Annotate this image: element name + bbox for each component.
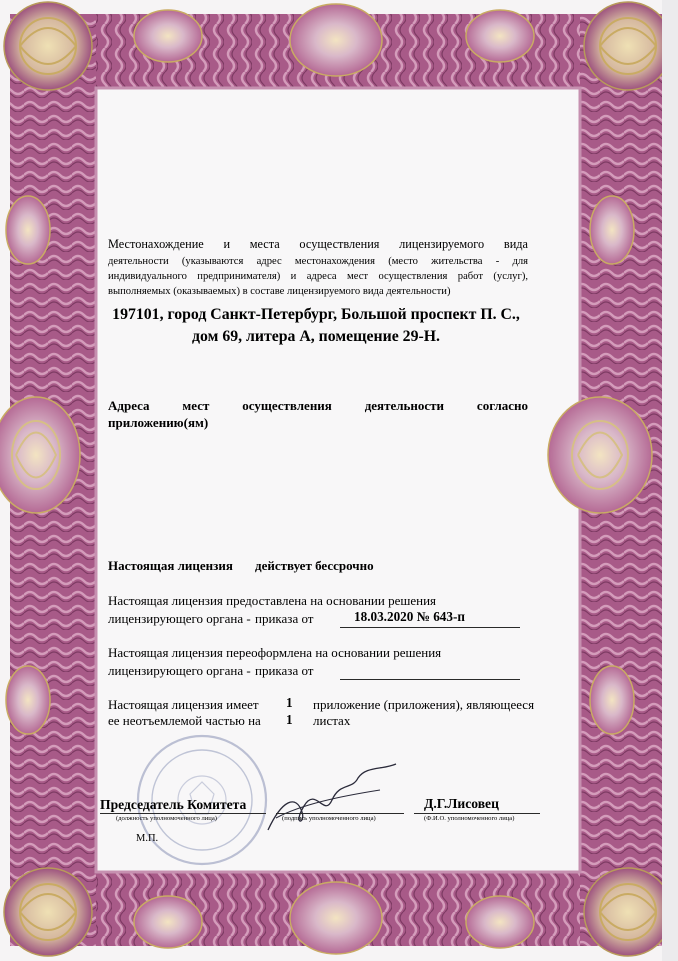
appendix-line: ее неотъемлемой частью на	[108, 713, 261, 728]
appendix-line: Настоящая лицензия имеет	[108, 697, 259, 712]
granted-line: Настоящая лицензия предоставлена на основании решения	[108, 593, 437, 608]
reissued-line: лицензирующего органа -	[108, 663, 251, 678]
signatory-position: Председатель Комитета	[100, 797, 247, 812]
location-heading-line: выполняемых (оказываемых) в составе лицензируемого вида деятельности)	[108, 286, 451, 297]
granted-order-value: 18.03.2020 № 643-п	[354, 609, 465, 624]
appendix-count: 1	[286, 695, 293, 710]
validity-label: Настоящая лицензия	[108, 558, 233, 573]
caption-signature: (подпись уполномоченного лица)	[282, 815, 376, 822]
location-heading-line: индивидуального предпринимателя) и адреса мест осуществления работ (услуг),	[108, 271, 528, 282]
granted-line: лицензирующего органа -	[108, 611, 251, 626]
signatory-name: Д.Г.Лисовец	[424, 796, 499, 811]
signature-underline	[276, 813, 404, 814]
handwritten-signature	[262, 760, 402, 840]
position-underline	[100, 813, 266, 814]
caption-name: (Ф.И.О. уполномоченного лица)	[424, 815, 515, 822]
name-underline	[414, 813, 540, 814]
reissued-underline	[340, 679, 520, 680]
seal-label: М.П.	[136, 833, 159, 844]
address-line: дом 69, литера А, помещение 29-Н.	[192, 328, 440, 345]
address-line: 197101, город Санкт-Петербург, Большой проспект П. С.,	[112, 306, 520, 323]
appendix-line: приложение (приложения), являющееся	[313, 697, 535, 712]
reissued-order-label: приказа от	[255, 663, 314, 678]
granted-order-label: приказа от	[255, 611, 314, 626]
location-heading-line: Местонахождение и места осуществления лицензируемого вида	[108, 237, 528, 251]
caption-position: (должность уполномоченного лица)	[116, 815, 217, 822]
validity-value: действует бессрочно	[255, 558, 374, 573]
appendix-line: листах	[313, 713, 351, 728]
reissued-line: Настоящая лицензия переоформлена на основании решения	[108, 645, 442, 660]
appendix-sheets: 1	[286, 712, 293, 727]
granted-underline	[340, 627, 520, 628]
location-heading-line: деятельности (указываются адрес местонахождения (место жительства - для	[108, 256, 528, 267]
activity-addresses-line: приложению(ям)	[108, 415, 209, 430]
activity-addresses-line: Адреса мест осуществления деятельности согласно	[108, 398, 528, 413]
